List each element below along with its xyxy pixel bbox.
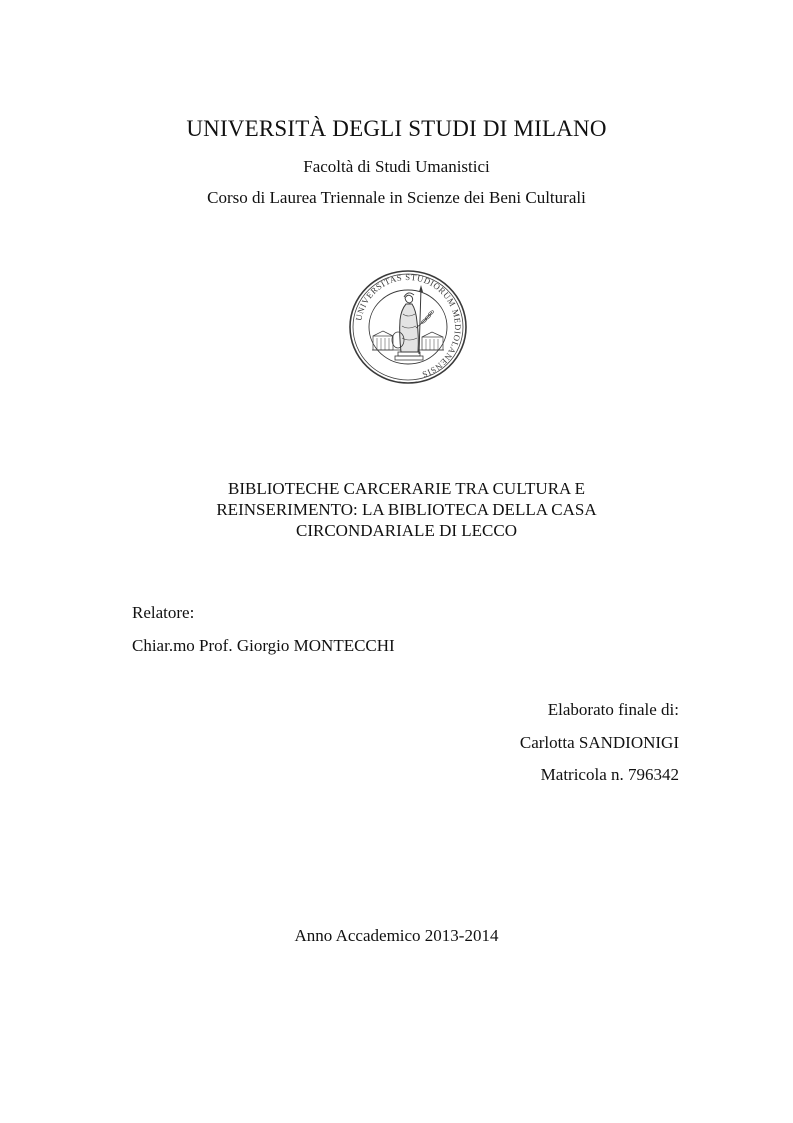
thesis-title-line: CIRCONDARIALE DI LECCO bbox=[296, 521, 517, 540]
supervisor-name: Chiar.mo Prof. Giorgio MONTECCHI bbox=[132, 636, 395, 655]
author-name: Carlotta SANDIONIGI bbox=[519, 733, 679, 752]
thesis-title bbox=[140, 478, 673, 541]
author-label: Elaborato finale di: bbox=[547, 700, 679, 719]
academic-year: Anno Accademico 2013-2014 bbox=[294, 926, 499, 945]
thesis-title-line: BIBLIOTECHE CARCERARIE TRA CULTURA E bbox=[227, 479, 586, 498]
university-seal-icon bbox=[346, 268, 470, 386]
seal-legend: UNIVERSITAS STUDIORUM MEDIOLANENSIS bbox=[353, 271, 464, 380]
faculty-name: Facoltà di Studi Umanistici bbox=[303, 157, 490, 176]
thesis-title-line: REINSERIMENTO: LA BIBLIOTECA DELLA CASA bbox=[216, 500, 597, 519]
university-name: UNIVERSITÀ DEGLI STUDI DI MILANO bbox=[186, 116, 607, 141]
supervisor-label: Relatore: bbox=[132, 603, 195, 622]
author-matricola: Matricola n. 796342 bbox=[540, 765, 679, 784]
course-name: Corso di Laurea Triennale in Scienze dei Beni Culturali bbox=[207, 188, 586, 207]
